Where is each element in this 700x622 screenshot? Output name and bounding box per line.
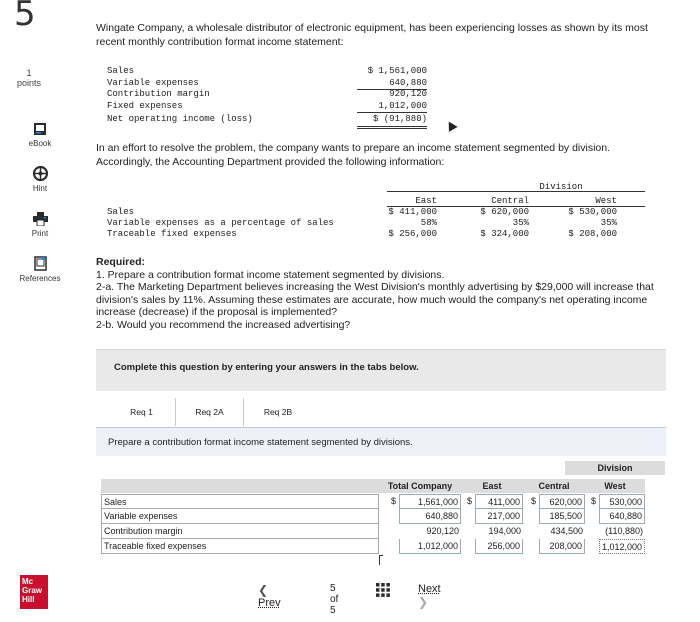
answer-row-label: Contribution margin	[101, 524, 379, 539]
division-cell: $ 411,000	[388, 207, 437, 217]
division-cell: $ 620,000	[480, 207, 529, 217]
sidebar-item-hint[interactable]	[0, 166, 80, 193]
sidebar-item-label: Print	[31, 229, 49, 238]
sidebar-item-label: Hint	[32, 184, 48, 193]
dollar-sign: $	[467, 496, 473, 506]
table-row	[101, 539, 645, 554]
mouse-cursor-icon	[444, 119, 457, 132]
central-variable-expenses-input[interactable]: 185,500	[539, 509, 585, 524]
west-traceable-fixed-input[interactable]: 1,012,000	[599, 539, 645, 554]
answer-header-east: East	[482, 481, 502, 491]
question-intro-2: In an effort to resolve the problem, the company wants to prepare an income statement segmented by division. Accordingly, the Accounting Department provided the following information:	[96, 142, 611, 168]
east-traceable-fixed-input[interactable]: 256,000	[475, 539, 523, 554]
west-variable-expenses-input[interactable]: 640,880	[599, 509, 645, 524]
income-row: Sales $ 1,561,000	[107, 66, 427, 76]
points-indicator	[14, 68, 44, 88]
next-button[interactable]: Next ❯	[418, 583, 441, 609]
column-header-central: Central	[491, 196, 529, 206]
sidebar-item-ebook[interactable]	[0, 122, 80, 148]
required-item: 2-a. The Marketing Department believes increasing the West Division's monthly advertising by $29,000 will increase that division's sales by 11%. Assuming these estimates are accurate, how much would the company's net operating income increase (decrease) if the proposal is implemented?	[96, 281, 654, 318]
references-icon	[34, 256, 47, 271]
question-intro: Wingate Company, a wholesale distributor of electronic equipment, has been experiencing losses as shown by its most recent monthly contribution format income statement:	[96, 22, 648, 48]
column-header-west: West	[595, 196, 617, 206]
income-row: Fixed expenses 1,012,000	[107, 101, 427, 113]
input-corner-marker	[379, 555, 383, 565]
table-row	[101, 509, 645, 524]
income-row: Variable expenses 640,880	[107, 78, 427, 90]
income-row: Contribution margin 920,120	[107, 89, 427, 99]
total-contribution-margin: 920,120	[426, 526, 459, 536]
chevron-right-icon: ❯	[418, 595, 429, 609]
sidebar-item-label: References	[19, 274, 61, 283]
division-cell: $ 324,000	[480, 229, 529, 239]
grid-icon[interactable]	[376, 583, 390, 597]
division-group-header: Division	[539, 182, 583, 192]
income-row: Net operating income (loss) $ (91,880)	[107, 114, 427, 126]
required-section	[96, 256, 666, 331]
west-contribution-margin: (110,880)	[605, 526, 643, 536]
tab-panel-header	[96, 428, 666, 456]
division-row-label: Sales	[107, 207, 135, 217]
total-sales-input[interactable]: 1,561,000	[399, 494, 461, 509]
dollar-sign: $	[531, 496, 537, 506]
sidebar-item-references[interactable]	[0, 256, 80, 283]
central-traceable-fixed-input[interactable]: 208,000	[539, 539, 585, 554]
total-traceable-fixed-input[interactable]: 1,012,000	[399, 539, 461, 554]
division-cell: $ 256,000	[388, 229, 437, 239]
instruction-panel	[96, 349, 666, 391]
answer-row-label: Traceable fixed expenses	[101, 539, 379, 554]
prev-button[interactable]: ❮ Prev	[258, 583, 281, 609]
dollar-sign: $	[391, 496, 397, 506]
division-cell: $ 208,000	[568, 229, 617, 239]
required-item: 1. Prepare a contribution format income statement segmented by divisions.	[96, 268, 445, 281]
total-variable-expenses-input[interactable]: 640,880	[399, 509, 461, 524]
west-sales-input[interactable]: 530,000	[599, 494, 645, 509]
mcgraw-hill-logo: Mc Graw Hill	[20, 575, 48, 609]
tab-instruction: Prepare a contribution format income statement segmented by divisions.	[108, 437, 413, 448]
answer-header-central: Central	[538, 481, 570, 491]
sidebar-item-label: eBook	[28, 139, 52, 148]
answer-row-label: Variable expenses	[101, 509, 379, 524]
answer-row-label: Sales	[101, 494, 379, 509]
instruction-text: Complete this question by entering your answers in the tabs below.	[114, 362, 419, 373]
division-cell: 35%	[512, 218, 529, 228]
answer-table	[101, 461, 645, 569]
income-statement	[107, 66, 427, 126]
print-icon	[33, 212, 48, 226]
page-indicator: 5 of 5	[330, 583, 339, 616]
points-label: points	[16, 78, 42, 88]
table-row	[101, 524, 645, 539]
column-header-east: East	[415, 196, 437, 206]
sidebar-item-print[interactable]	[0, 212, 80, 238]
east-contribution-margin: 194,000	[488, 526, 521, 536]
tab-req-2b[interactable]: Req 2B	[263, 407, 293, 417]
division-row-label: Traceable fixed expenses	[107, 229, 237, 239]
answer-division-header: Division	[565, 461, 665, 475]
ebook-icon	[33, 122, 47, 136]
dollar-sign: $	[591, 496, 597, 506]
east-sales-input[interactable]: 411,000	[475, 494, 523, 509]
required-item: 2-b. Would you recommend the increased advertising?	[96, 318, 351, 331]
division-cell: 58%	[420, 218, 437, 228]
chevron-left-icon: ❮	[258, 583, 269, 597]
points-value: 1	[26, 68, 32, 78]
east-variable-expenses-input[interactable]: 217,000	[475, 509, 523, 524]
division-row-label: Variable expenses as a percentage of sales	[107, 218, 334, 228]
central-sales-input[interactable]: 620,000	[539, 494, 585, 509]
division-cell: $ 530,000	[568, 207, 617, 217]
required-title: Required:	[96, 256, 146, 268]
division-header-rule	[387, 191, 645, 192]
central-contribution-margin: 434,500	[550, 526, 583, 536]
tab-req-2a[interactable]: Req 2A	[176, 398, 244, 426]
answer-header-west: West	[604, 481, 626, 491]
question-number: 5	[14, 0, 36, 34]
hint-icon	[33, 166, 48, 181]
division-cell: 35%	[600, 218, 617, 228]
table-row	[101, 494, 645, 509]
tab-req-1[interactable]: Req 1	[108, 398, 176, 426]
answer-header-total: Total Company	[387, 481, 453, 491]
